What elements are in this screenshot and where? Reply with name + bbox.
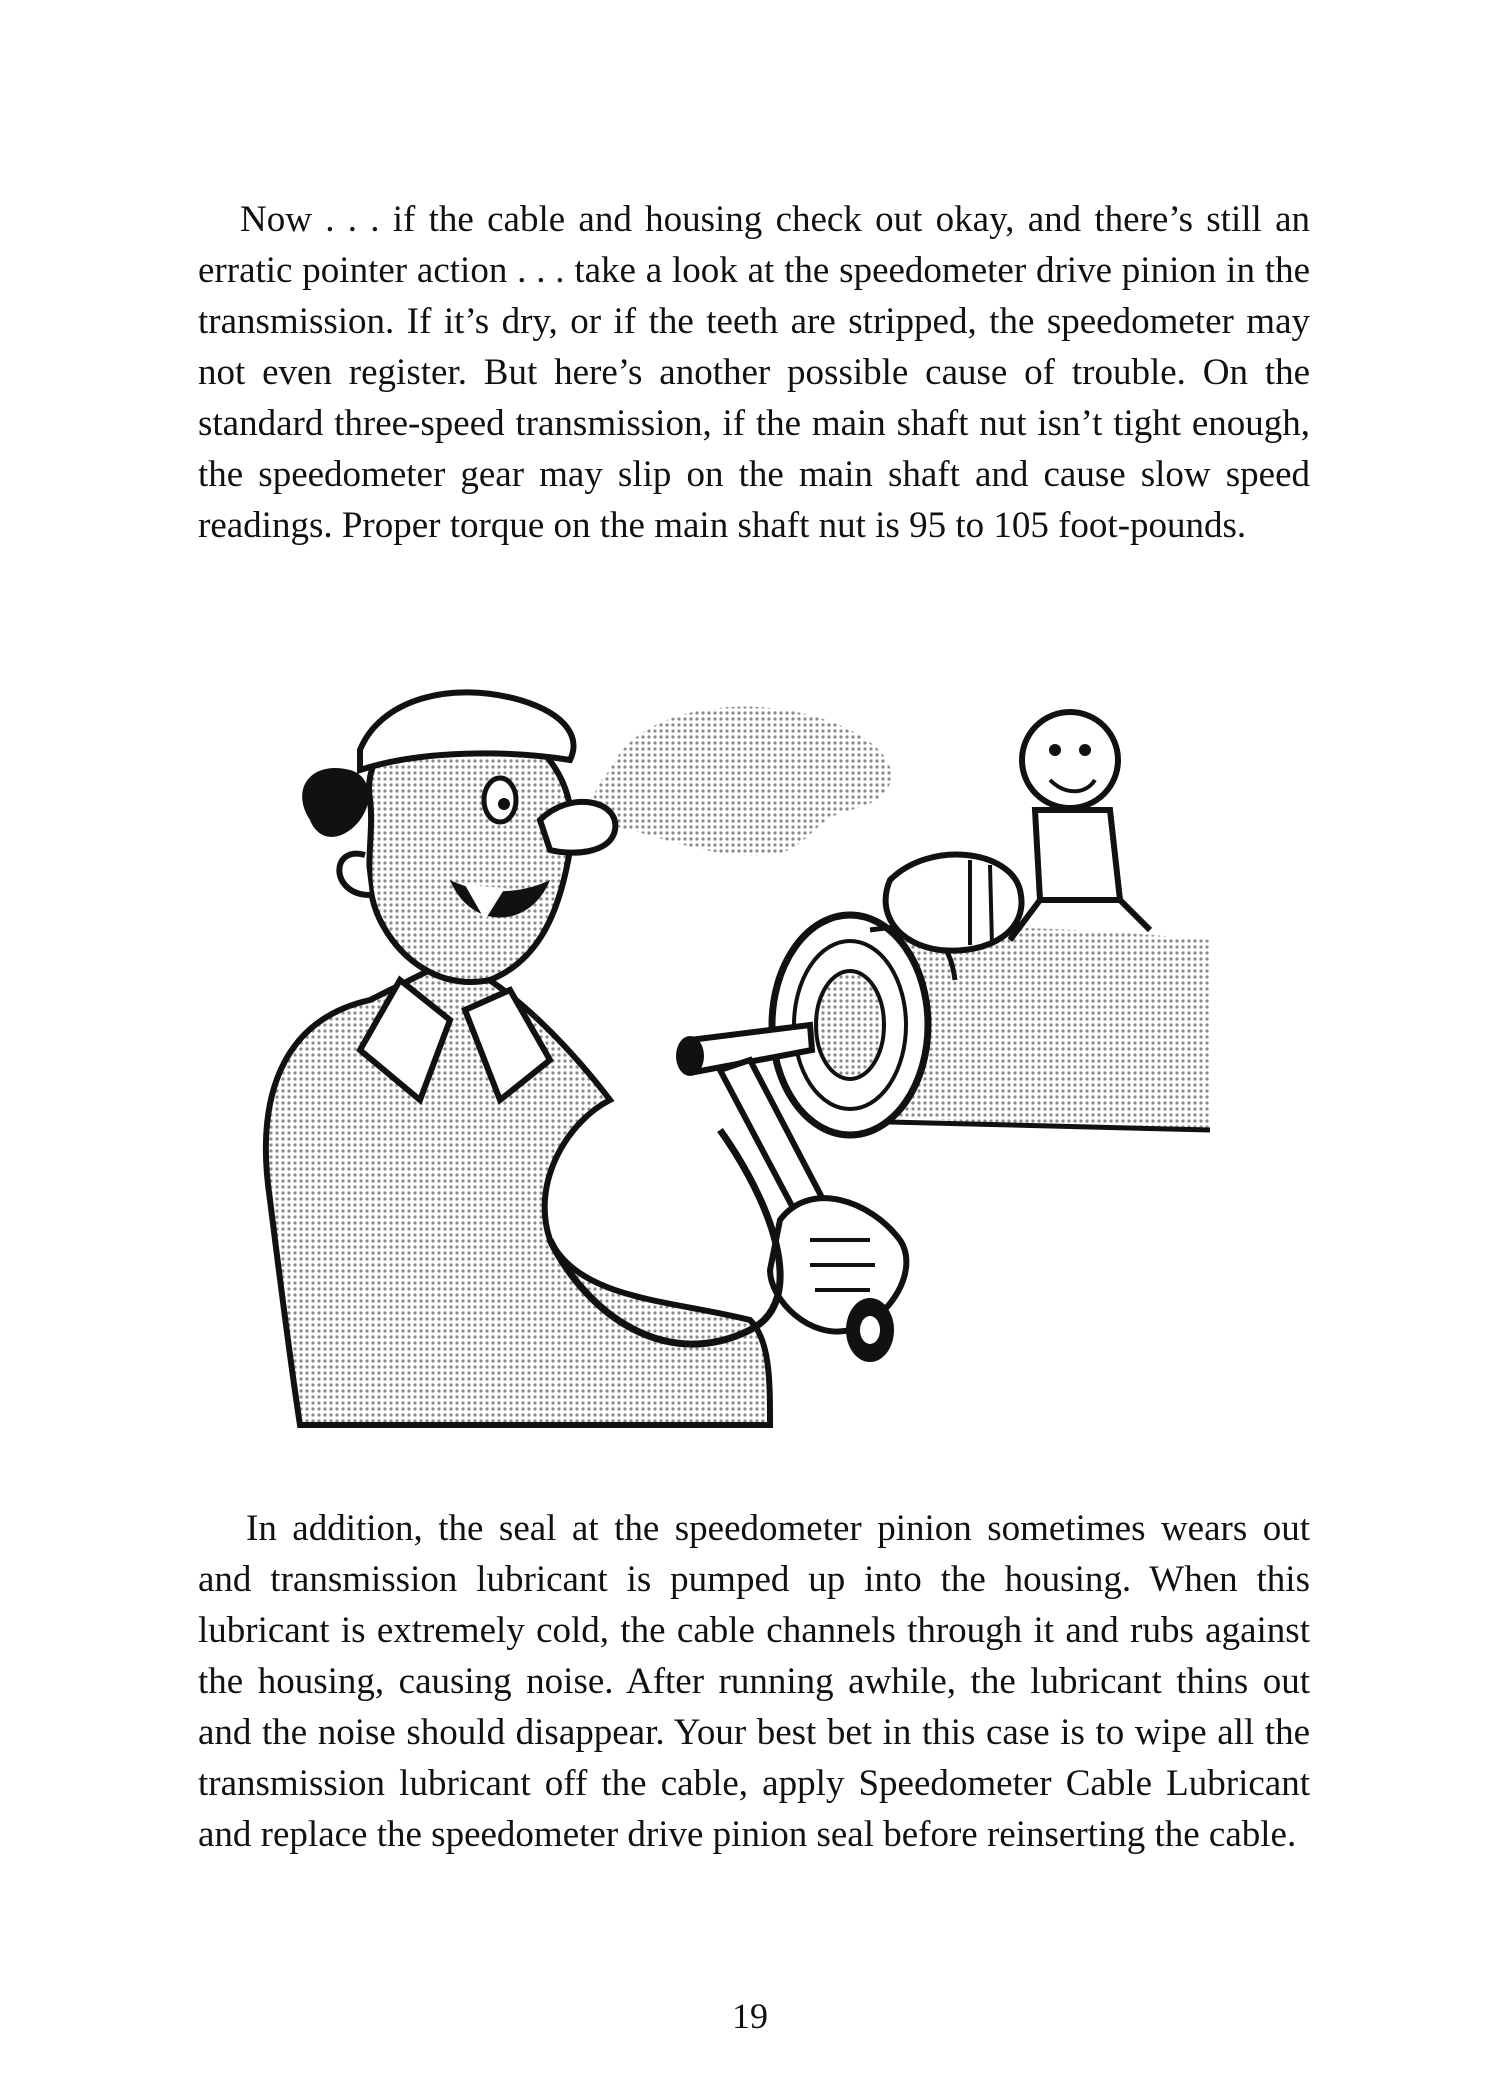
mechanic-ear	[339, 854, 370, 895]
body-paragraph-1: Now . . . if the cable and housing check out okay, and there’s still an erratic pointer action . . . take a look at the speedometer drive pinion in the transmission. If it’s dry, or if the teeth are stripped, the speedometer may not even register. But here’s another possible cause of trouble. On the standard three-speed transmission, if the main shaft nut isn’t tight enough, the speedometer gear may slip on the main shaft and cause slow speed readings. Proper torque on the main shaft nut is 95 to 105 foot-pounds.	[198, 199, 1310, 546]
small-character-head	[1022, 712, 1118, 808]
cloud-shape	[594, 707, 892, 856]
mechanic-hair	[302, 768, 369, 837]
small-character-knob	[886, 855, 1022, 951]
small-character-body	[1035, 810, 1120, 900]
mechanic-nose	[540, 802, 615, 853]
mechanic-illustration	[250, 680, 1250, 1440]
body-paragraph-2: In addition, the seal at the speedometer pinion sometimes wears out and transmission lubricant is pumped up into the housing. When this lubricant is extremely cold, the cable channels through it and rubs against the housing, causing noise. After running awhile, the lubricant thins out and the noise should disappear. Your best bet in this case is to wipe all the transmission lubricant off the cable, apply Speedometer Cable Lubricant and replace the speedometer drive pinion seal before reinserting the cable.	[198, 1508, 1310, 1855]
page-number: 19	[732, 1996, 768, 2036]
